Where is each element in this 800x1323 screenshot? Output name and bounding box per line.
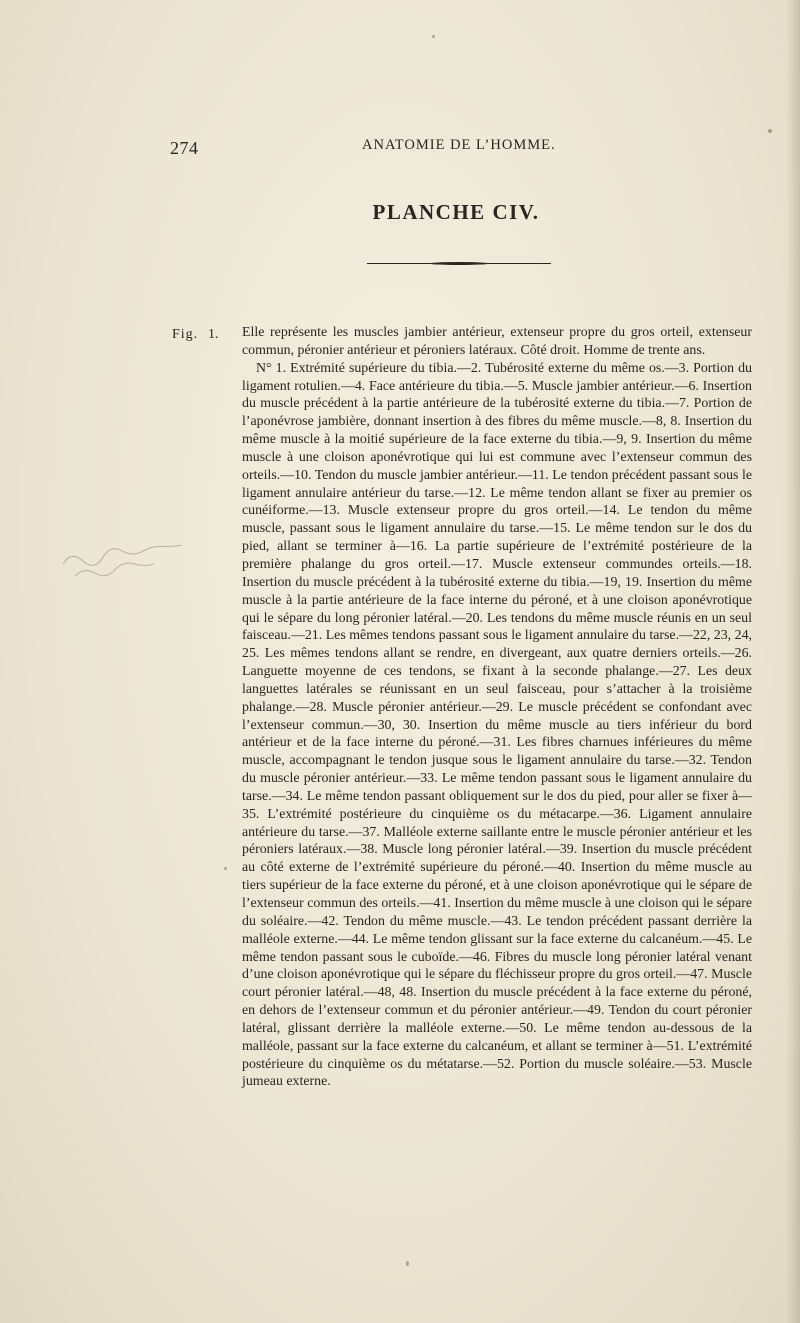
paper-speck: [432, 35, 435, 38]
running-head: ANATOMIE DE L’HOMME.: [362, 137, 556, 153]
figure-number: 1.: [208, 327, 219, 342]
figure-description: [242, 324, 752, 1091]
paper-speck: [768, 129, 772, 133]
figure-lead-paragraph: Elle représente les muscles jambier antérieur, extenseur propre du gros orteil, extenseur commun, péronier antérieur et péroniers latéraux. Côté droit. Homme de trente ans.: [242, 325, 752, 358]
page-number: 274: [170, 138, 199, 158]
plate-title: PLANCHE CIV.: [372, 200, 540, 224]
decorative-rule: [367, 263, 551, 265]
page-edge-shadow: [786, 0, 800, 1323]
paper-speck: [224, 867, 227, 870]
paper-speck: [406, 1261, 409, 1266]
figure-label: Fig.: [172, 327, 199, 342]
handwritten-margin-note: [55, 522, 210, 589]
figure-legend-paragraph: N° 1. Extrémité supérieure du tibia.—2. Tubérosité externe du même os.—3. Portion du ligament rotulien.—4. Face antérieure du tibia.—5. Muscle jambier antérieur.—6. Insertion du muscle précédent à la partie antérieure de la tubérosité externe du tibia.—7. Portion de l’aponévrose jambière, donnant insertion à des fibres du même muscle.—8, 8. Insertion du même muscle à la moitié supérieure de la face externe du tibia.—9, 9. Insertion du même muscle à une cloison aponévrotique qui lui est commune avec l’extenseur commun des orteils.—10. Tendon du muscle jambier antérieur.—11. Le tendon précédent passant sous le ligament annulaire antérieur du tarse.—12. Le même tendon allant se fixer au premier os cunéiforme.—13. Muscle extenseur propre du gros orteil.—14. Le tendon du même muscle, passant sous le ligament annulaire du tarse.—15. Le même tendon sur le dos du pied, allant se terminer à—16. La partie supérieure de l’extrémité postérieure de la première phalange du gros orteil.—17. Muscle extenseur commundes orteils.—18. Insertion du muscle précédent à la tubérosité externe du tibia.—19, 19. Insertion du même muscle à la partie antérieure de la face interne du péroné, et à une cloison aponévrotique qui le sépare du long péronier latéral.—20. Les tendons du même muscle réunis en un seul faisceau.—21. Les mêmes tendons passant sous le ligament annulaire du tarse.—22, 23, 24, 25. Les mêmes tendons allant se rendre, en divergeant, aux quatre derniers orteils.—26. Languette moyenne de ces tendons, se fixant à la seconde phalange.—27. Les deux languettes latérales se réunissant en un seul faisceau, pour s’attacher à la troisième phalange.—28. Muscle péronier antérieur.—29. Le muscle précédent se confondant avec l’extenseur commun.—30, 30. Insertion du même muscle au tiers inférieur du bord antérieur et de la face interne du péroné.—31. Les fibres charnues inférieures du même muscle, accompagnant le tendon jusque sous le ligament annulaire du tarse.—32. Tendon du muscle péronier antérieur.—33. Le même tendon passant sous le ligament annulaire du tarse.—34. Le même tendon passant obliquement sur le dos du pied, pour aller se fixer à—35. L’extrémité postérieure du cinquième os du métacarpe.—36. Ligament annulaire antérieure du tarse.—37. Malléole externe saillante entre le muscle péronier antérieur et les péroniers latéraux.—38. Muscle long péronier latéral.—39. Insertion du muscle précédent au côté externe de l’extrémité supérieure du péroné.—40. Insertion du même muscle au tiers supérieur de la face externe du péroné, et à une cloison aponévrotique qui le sépare de l’extenseur commun des orteils.—41. Insertion du même muscle à une cloison qui le sépare du soléaire.—42. Tendon du même muscle.—43. Le tendon précédent passant derrière la malléole externe.—44. Le même tendon glissant sur la face externe du calcanéum.—45. Le même tendon passant sous le cuboïde.—46. Fibres du muscle long péronier latéral venant d’une cloison aponévrotique qui le sépare du fléchisseur propre du gros orteil.—47. Muscle court péronier latéral.—48, 48. Insertion du muscle précédent à la face externe du péroné, en dehors de l’extenseur commun et du péronier antérieur.—49. Tendon du court péronier latéral, glissant derrière la malléole externe.—50. Le même tendon au-dessous de la malléole, passant sur la face externe du calcanéum, et allant se terminer à—51. L’extrémité postérieure du cinquième os du métatarse.—52. Portion du muscle soléaire.—53. Muscle jumeau externe.: [242, 360, 752, 1090]
